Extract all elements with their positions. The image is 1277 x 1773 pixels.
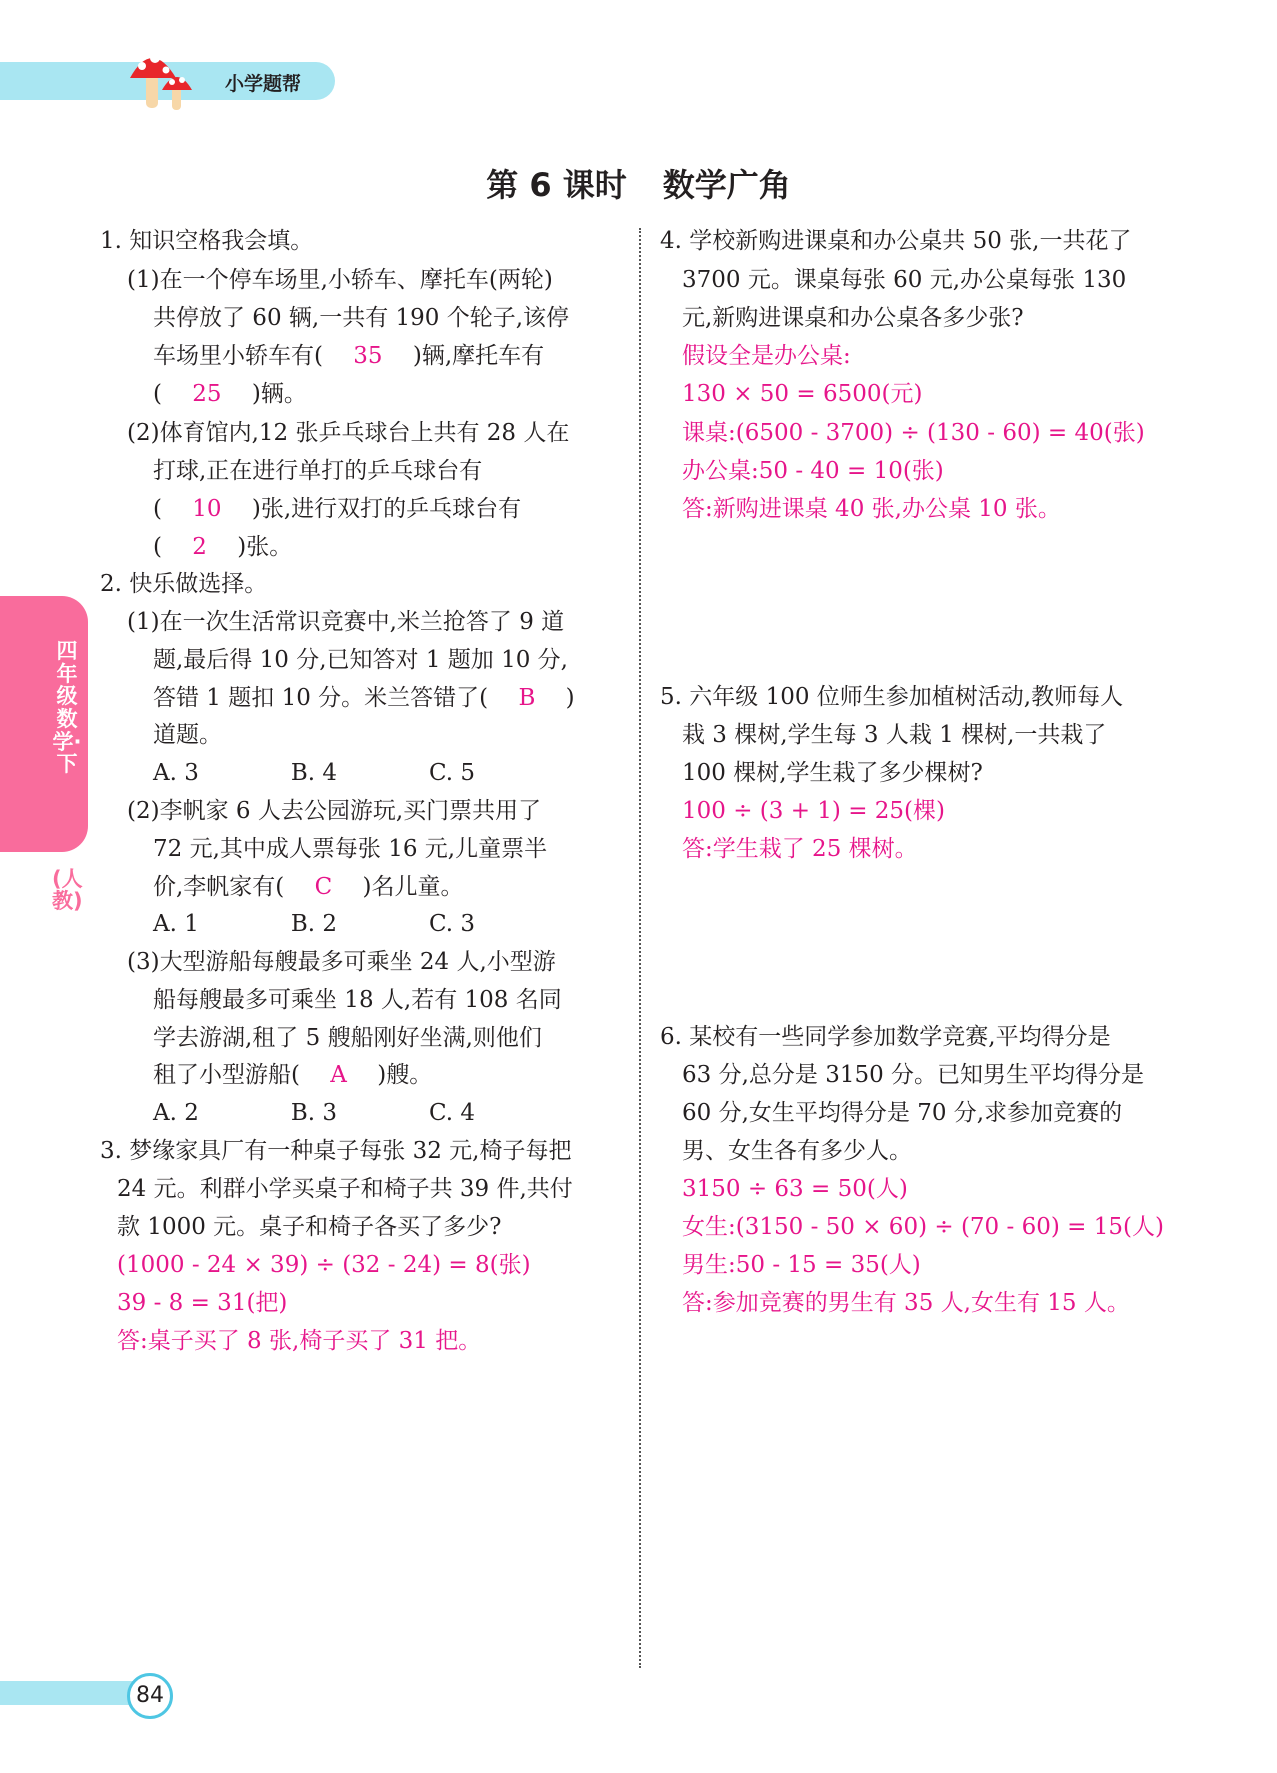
answer-line: 答:学生栽了 25 棵树。 <box>682 836 918 862</box>
question-line: 学去游湖,租了 5 艘船刚好坐满,则他们 <box>153 1025 542 1051</box>
column-divider <box>639 228 641 1668</box>
answer-line: 答:桌子买了 8 张,椅子买了 31 把。 <box>117 1328 482 1354</box>
answer-line: 答:参加竞赛的男生有 35 人,女生有 15 人。 <box>682 1290 1130 1316</box>
question-line: 60 分,女生平均得分是 70 分,求参加竞赛的 <box>682 1100 1123 1126</box>
answer-line: 100 ÷ (3 + 1) = 25(棵) <box>682 798 946 824</box>
question-line: 4. 学校新购进课桌和办公桌共 50 张,一共花了 <box>660 228 1132 254</box>
answer-line: 39 - 8 = 31(把) <box>117 1290 288 1316</box>
answer-line: (1000 - 24 × 39) ÷ (32 - 24) = 8(张) <box>117 1252 531 1278</box>
lesson-number: 第 6 课时 <box>486 166 627 204</box>
question-line: (3)大型游船每艘最多可乘坐 24 人,小型游 <box>127 949 556 975</box>
lesson-topic: 数学广角 <box>662 166 791 204</box>
fill-in-answer: 10 <box>192 496 222 522</box>
question-line: 63 分,总分是 3150 分。已知男生平均得分是 <box>682 1062 1145 1088</box>
question-line: (2)李帆家 6 人去公园游玩,买门票共用了 <box>127 798 542 824</box>
question-line: 栽 3 棵树,学生每 3 人栽 1 棵树,一共栽了 <box>682 722 1107 748</box>
question-line: 题,最后得 10 分,已知答对 1 题加 10 分, <box>153 647 568 673</box>
answer-line: 3150 ÷ 63 = 50(人) <box>682 1176 908 1202</box>
answer-line: 男生:50 - 15 = 35(人) <box>682 1252 921 1278</box>
page-title <box>0 160 1277 206</box>
fill-in-answer: 25 <box>192 381 222 407</box>
question-line: 车场里小轿车有( 35 )辆,摩托车有 <box>153 343 545 369</box>
edition-label: (人教) <box>52 867 83 914</box>
fill-in-answer: C <box>314 874 333 900</box>
page-number: 84 <box>127 1673 173 1719</box>
answer-line: 办公桌:50 - 40 = 10(张) <box>682 458 944 484</box>
answer-line: 女生:(3150 - 50 × 60) ÷ (70 - 60) = 15(人) <box>682 1214 1164 1240</box>
answer-line: 130 × 50 = 6500(元) <box>682 381 923 407</box>
question-line: (1)在一次生活常识竞赛中,米兰抢答了 9 道 <box>127 609 565 635</box>
question-line: A. 3 B. 4 C. 5 <box>153 760 476 786</box>
answer-line: 答:新购进课桌 40 张,办公桌 10 张。 <box>682 496 1061 522</box>
question-line: (1)在一个停车场里,小轿车、摩托车(两轮) <box>127 267 553 293</box>
question-line: 打球,正在进行单打的乒乓球台有 <box>153 458 483 484</box>
question-line: 3700 元。课桌每张 60 元,办公桌每张 130 <box>682 267 1127 293</box>
question-line: 5. 六年级 100 位师生参加植树活动,教师每人 <box>660 684 1124 710</box>
question-line: 男、女生各有多少人。 <box>682 1138 912 1164</box>
question-line: 2. 快乐做选择。 <box>100 571 268 597</box>
question-line: 元,新购进课桌和办公桌各多少张? <box>682 305 1024 331</box>
grade-label: 四年级数学·下 <box>52 639 82 777</box>
question-line: 道题。 <box>153 722 222 748</box>
question-line: 100 棵树,学生栽了多少棵树? <box>682 760 983 786</box>
brand-label: 小学题帮 <box>225 73 302 95</box>
question-line: 6. 某校有一些同学参加数学竞赛,平均得分是 <box>660 1024 1111 1050</box>
question-line: 船每艘最多可乘坐 18 人,若有 108 名同 <box>153 987 562 1013</box>
question-line: 价,李帆家有( C )名儿童。 <box>153 874 464 900</box>
fill-in-answer: A <box>330 1062 347 1088</box>
question-line: 款 1000 元。桌子和椅子各买了多少? <box>117 1214 502 1240</box>
answer-line: 假设全是办公桌: <box>682 343 851 369</box>
question-line: ( 10 )张,进行双打的乒乓球台有 <box>153 496 522 522</box>
question-line: 24 元。利群小学买桌子和椅子共 39 件,共付 <box>117 1176 573 1202</box>
question-line: A. 2 B. 3 C. 4 <box>153 1100 476 1126</box>
fill-in-answer: B <box>518 685 536 711</box>
question-line: ( 25 )辆。 <box>153 381 307 407</box>
question-line: 3. 梦缘家具厂有一种桌子每张 32 元,椅子每把 <box>100 1138 572 1164</box>
mushroom-logo-icon <box>128 44 228 116</box>
question-line: ( 2 )张。 <box>153 534 293 560</box>
question-line: 租了小型游船( A )艘。 <box>153 1062 433 1088</box>
answer-line: 课桌:(6500 - 3700) ÷ (130 - 60) = 40(张) <box>682 420 1145 446</box>
question-line: (2)体育馆内,12 张乒乓球台上共有 28 人在 <box>127 420 570 446</box>
fill-in-answer: 35 <box>353 343 383 369</box>
question-line: 1. 知识空格我会填。 <box>100 228 314 254</box>
question-line: 72 元,其中成人票每张 16 元,儿童票半 <box>153 836 548 862</box>
question-line: 共停放了 60 辆,一共有 190 个轮子,该停 <box>153 305 570 331</box>
question-line: 答错 1 题扣 10 分。米兰答错了( B ) <box>153 685 575 711</box>
question-line: A. 1 B. 2 C. 3 <box>153 911 476 937</box>
fill-in-answer: 2 <box>192 534 207 560</box>
